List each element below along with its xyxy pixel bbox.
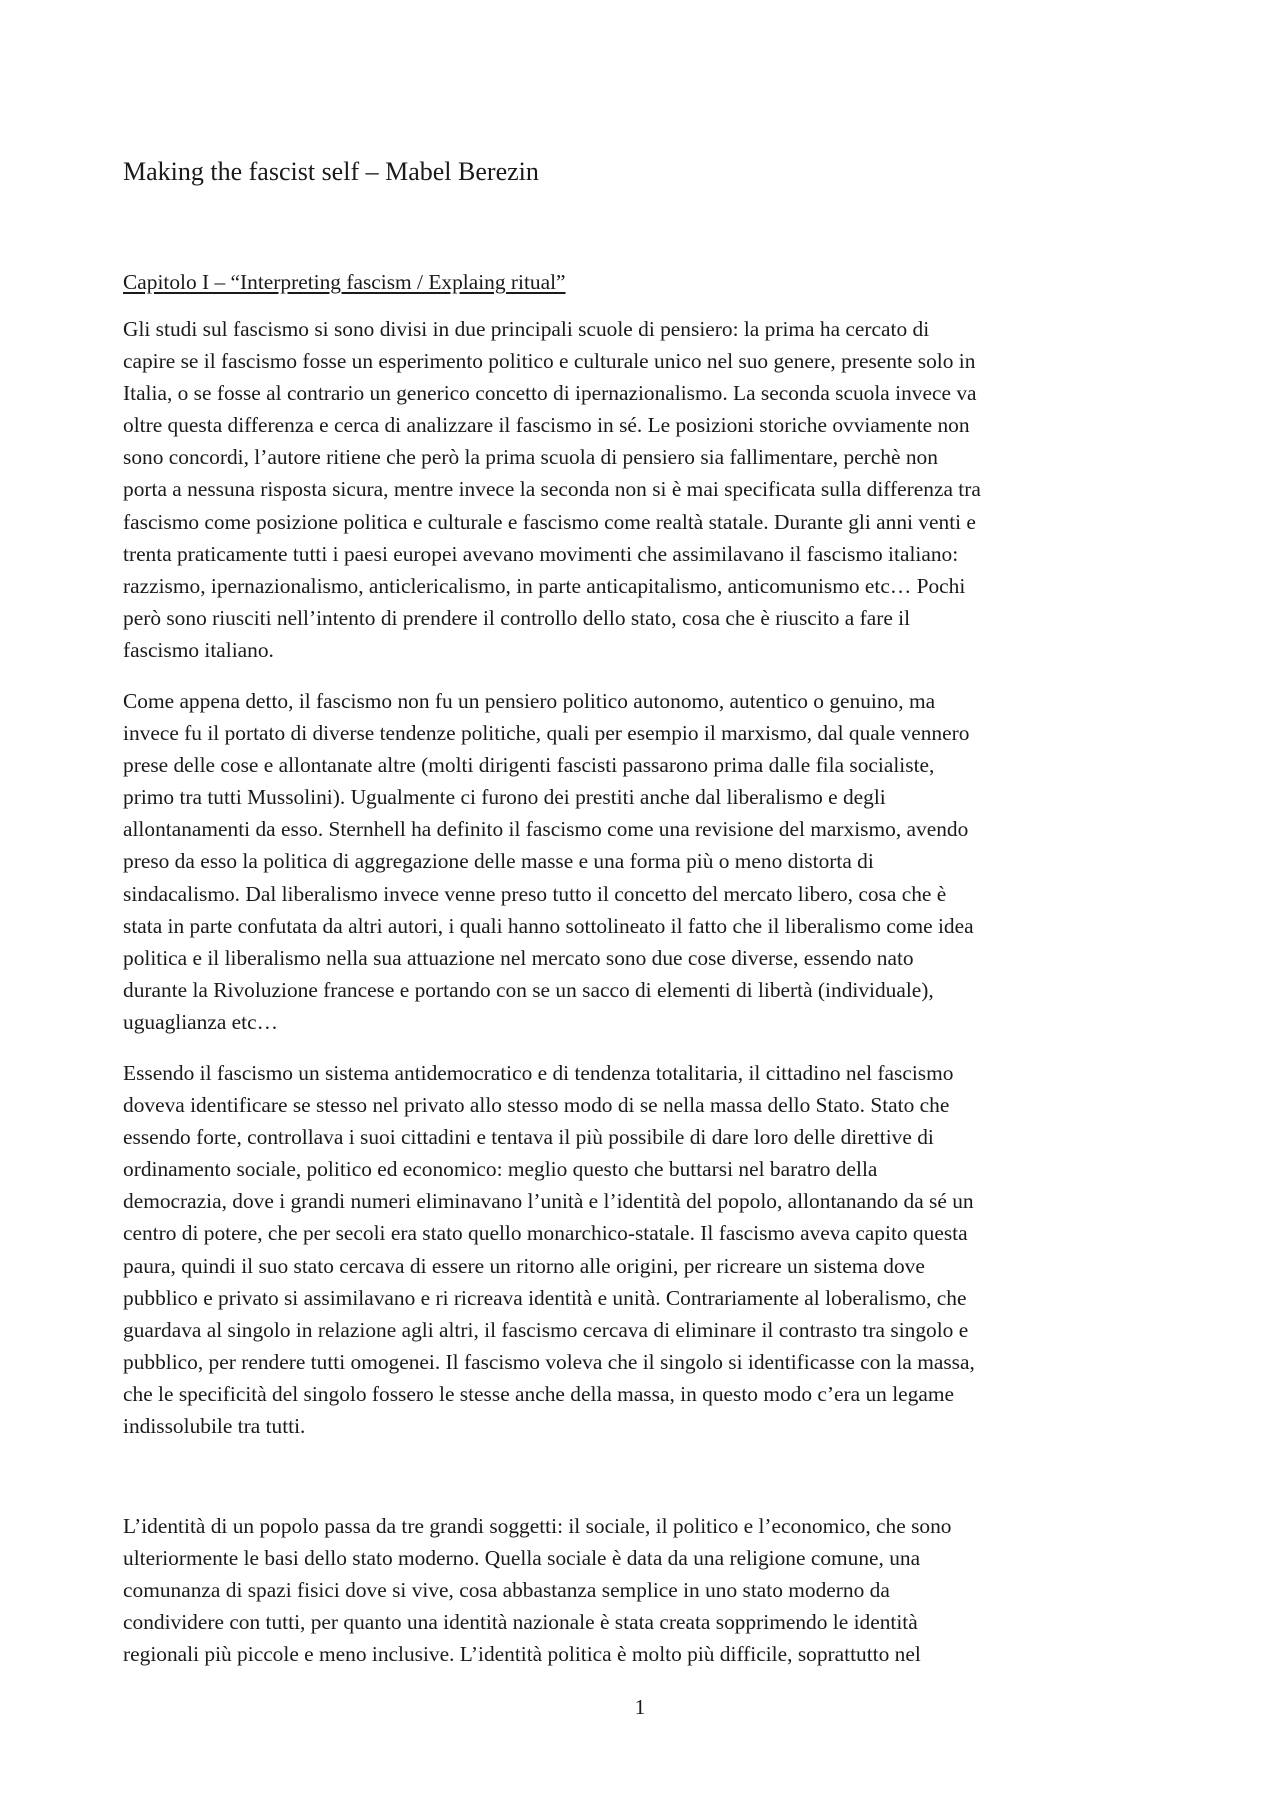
text-line: oltre questa differenza e cerca di analizzare il fascismo in sé. Le posizioni storiche ovviamente non [123, 413, 970, 438]
text-line: pubblico e privato si assimilavano e ri ricreava identità e unità. Contrariamente al loberalismo, che [123, 1285, 967, 1310]
text-line: Come appena detto, il fascismo non fu un pensiero politico autonomo, autentico o genuino, ma [123, 689, 936, 713]
text-line: che le specificità del singolo fossero le stesse anche della massa, in questo modo c’era un legame [123, 1381, 954, 1406]
text-line: Essendo il fascismo un sistema antidemocratico e di tendenza totalitaria, il cittadino nel fascismo [123, 1061, 954, 1085]
text-line: comunanza di spazi fisici dove si vive, cosa abbastanza semplice in uno stato moderno da [123, 1578, 890, 1603]
text-line: primo tra tutti Mussolini). Ugualmente ci furono dei prestiti anche dal liberalismo e degli [123, 785, 886, 810]
text-line: politica e il liberalismo nella sua attuazione nel mercato sono due cose diverse, essendo nato [123, 945, 914, 970]
text-line: pubblico, per rendere tutti omogenei. Il fascismo voleva che il singolo si identificasse con la massa, [123, 1349, 975, 1374]
text-line: prese delle cose e allontanate altre (molti dirigenti fascisti passarono prima dalle fila socialiste, [123, 753, 935, 778]
text-line: essendo forte, controllava i suoi cittadini e tentava il più possibile di dare loro delle direttive di [123, 1125, 934, 1150]
text-line: democrazia, dove i grandi numeri eliminavano l’unità e l’identità del popolo, allontanando da sé un [123, 1189, 974, 1214]
text-line: Gli studi sul fascismo si sono divisi in due principali scuole di pensiero: la prima ha cercato di [123, 317, 930, 341]
document-title: Making the fascist self – Mabel Berezin [123, 157, 539, 186]
text-line: L’identità di un popolo passa da tre grandi soggetti: il sociale, il politico e l’economico, che sono [123, 1514, 952, 1538]
text-line: indissolubile tra tutti. [123, 1414, 306, 1439]
text-line: trenta praticamente tutti i paesi europei avevano movimenti che assimilavano il fascismo italiano: [123, 541, 959, 566]
text-line: doveva identificare se stesso nel privato allo stesso modo di se nella massa dello Stato. Stato che [123, 1093, 950, 1118]
text-line: preso da esso la politica di aggregazione delle masse e una forma più o meno distorta di [123, 849, 874, 874]
paragraph-4 [123, 1510, 952, 1670]
text-line: guardava al singolo in relazione agli altri, il fascismo cercava di eliminare il contrasto tra singolo e [123, 1317, 969, 1342]
text-line: stata in parte confutata da altri autori, i quali hanno sottolineato il fatto che il liberalismo come idea [123, 913, 974, 938]
text-line: porta a nessuna risposta sicura, mentre invece la seconda non si è mai specificata sulla differenza tra [123, 477, 981, 502]
paragraph-2 [123, 685, 974, 1038]
text-line: condividere con tutti, per quanto una identità nazionale è stata creata sopprimendo le identità [123, 1610, 918, 1635]
text-line: invece fu il portato di diverse tendenze politiche, quali per esempio il marxismo, dal quale vennero [123, 721, 970, 746]
text-line: ordinamento sociale, politico ed economico: meglio questo che buttarsi nel baratro della [123, 1157, 878, 1182]
paragraph-3 [123, 1057, 975, 1442]
text-line: fascismo come posizione politica e culturale e fascismo come realtà statale. Durante gli anni venti e [123, 509, 976, 534]
paragraph-1 [123, 313, 981, 666]
text-line: capire se il fascismo fosse un esperimento politico e culturale unico nel suo genere, presente solo in [123, 349, 976, 374]
text-line: fascismo italiano. [123, 637, 274, 662]
text-line: Italia, o se fosse al contrario un generico concetto di ipernazionalismo. La seconda scuola invece va [123, 381, 977, 406]
text-line: allontanamenti da esso. Sternhell ha definito il fascismo come una revisione del marxismo, avendo [123, 817, 969, 842]
text-line: sindacalismo. Dal liberalismo invece venne preso tutto il concetto del mercato libero, cosa che è [123, 881, 947, 906]
chapter-heading: Capitolo I – “Interpreting fascism / Explaing ritual” [123, 270, 566, 294]
text-line: durante la Rivoluzione francese e portando con se un sacco di elementi di libertà (individuale), [123, 977, 934, 1002]
text-line: però sono riusciti nell’intento di prendere il controllo dello stato, cosa che è riuscito a fare il [123, 605, 911, 630]
page-number: 1 [634, 1695, 646, 1719]
text-line: razzismo, ipernazionalismo, anticlericalismo, in parte anticapitalismo, anticomunismo etc… Pochi [123, 573, 966, 598]
text-line: centro di potere, che per secoli era stato quello monarchico-statale. Il fascismo aveva capito questa [123, 1221, 968, 1246]
text-line: uguaglianza etc… [123, 1009, 279, 1034]
text-line: paura, quindi il suo stato cercava di essere un ritorno alle origini, per ricreare un sistema dove [123, 1253, 925, 1278]
text-line: regionali più piccole e meno inclusive. L’identità politica è molto più difficile, soprattutto nel [123, 1642, 921, 1667]
text-line: ulteriormente le basi dello stato moderno. Quella sociale è data da una religione comune, una [123, 1546, 921, 1571]
text-line: sono concordi, l’autore ritiene che però la prima scuola di pensiero sia fallimentare, perchè non [123, 445, 938, 470]
